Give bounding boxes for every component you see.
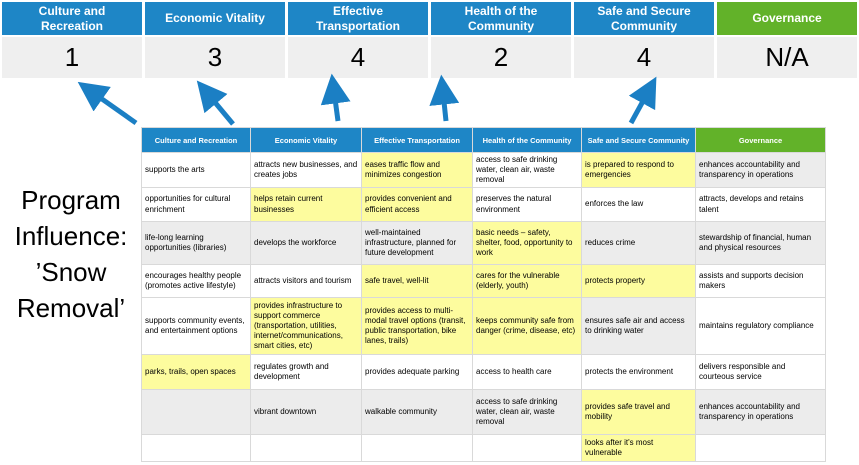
summary-score-economic-vitality: 3 [145,37,285,78]
matrix-cell-r1-c3-eases-traffic-flow-and-minimizes-congest: eases traffic flow and minimizes congestion [362,153,472,187]
matrix-header-health-of-the-community: Health of the Community [473,128,581,152]
matrix-cell-r7-c3-walkable-community: walkable community [362,390,472,434]
matrix-cell-r1-c1-supports-the-arts: supports the arts [142,153,250,187]
matrix-cell-r8-c4-empty [473,435,581,461]
matrix-cell-r7-c6-enhances-accountability-and-transparency: enhances accountability and transparency in operations [696,390,825,434]
matrix-cell-r6-c2-regulates-growth-and-development: regulates growth and development [251,355,361,389]
matrix-cell-r5-c1-supports-community-events-and-entertainm: supports community events, and entertainment options [142,298,250,354]
matrix-cell-r8-c2-empty [251,435,361,461]
matrix-cell-r1-c6-enhances-accountability-and-transparency: enhances accountability and transparency in operations [696,153,825,187]
matrix-cell-r4-c4-cares-for-the-vulnerable-elderly-youth: cares for the vulnerable (elderly, youth) [473,265,581,297]
matrix-cell-r3-c1-life-long-learning-opportunities-librari: life-long learning opportunities (libraries) [142,222,250,264]
summary-score-health-of-the-community: 2 [431,37,571,78]
summary-score-safe-and-secure-community: 4 [574,37,714,78]
matrix-cell-r5-c6-maintains-regulatory-compliance: maintains regulatory compliance [696,298,825,354]
matrix-cell-r1-c2-attracts-new-businesses-and-creates-jobs: attracts new businesses, and creates jobs [251,153,361,187]
matrix-cell-r7-c1-empty [142,390,250,434]
matrix-cell-r3-c3-well-maintained-infrastructure-planned-f: well-maintained infrastructure, planned for future development [362,222,472,264]
matrix-cell-r4-c5-protects-property: protects property [582,265,695,297]
matrix-cell-r2-c4-preserves-the-natural-environment: preserves the natural environment [473,188,581,221]
matrix-cell-r6-c3-provides-adequate-parking: provides adequate parking [362,355,472,389]
matrix-cell-r3-c5-reduces-crime: reduces crime [582,222,695,264]
influence-matrix-table [142,128,825,461]
matrix-cell-r6-c6-delivers-responsible-and-courteous-servi: delivers responsible and courteous service [696,355,825,389]
matrix-cell-r5-c4-keeps-community-safe-from-danger-crime-d: keeps community safe from danger (crime, disease, etc) [473,298,581,354]
matrix-cell-r5-c5-ensures-safe-air-and-access-to-drinking-: ensures safe air and access to drinking water [582,298,695,354]
matrix-cell-r8-c1-empty [142,435,250,461]
matrix-cell-r6-c4-access-to-health-care: access to health care [473,355,581,389]
program-influence-title: Program Influence: ’Snow Removal’ [14,185,128,323]
matrix-cell-r3-c2-develops-the-workforce: develops the workforce [251,222,361,264]
summary-header-health-of-the-community: Health of the Community [431,2,571,35]
matrix-cell-r4-c6-assists-and-supports-decision-makers: assists and supports decision makers [696,265,825,297]
matrix-cell-r2-c5-enforces-the-law: enforces the law [582,188,695,221]
matrix-cell-r6-c5-protects-the-environment: protects the environment [582,355,695,389]
matrix-cell-r8-c5-looks-after-it-s-most-vulnerable: looks after it's most vulnerable [582,435,695,461]
matrix-cell-r7-c2-vibrant-downtown: vibrant downtown [251,390,361,434]
matrix-cell-r8-c3-empty [362,435,472,461]
matrix-header-effective-transportation: Effective Transportation [362,128,472,152]
summary-header-economic-vitality: Economic Vitality [145,2,285,35]
up-arrow-icon-4 [443,92,446,121]
matrix-cell-r6-c1-parks-trails-open-spaces: parks, trails, open spaces [142,355,250,389]
matrix-cell-r4-c2-attracts-visitors-and-tourism: attracts visitors and tourism [251,265,361,297]
up-arrow-icon-5 [631,92,648,123]
summary-table [2,2,857,78]
summary-header-governance: Governance [717,2,857,35]
matrix-cell-r8-c6-empty [696,435,825,461]
summary-score-governance: N/A [717,37,857,78]
summary-score-culture-and-recreation: 1 [2,37,142,78]
up-arrow-icon-1 [92,92,136,123]
matrix-cell-r3-c6-stewardship-of-financial-human-and-physi: stewardship of financial, human and physical resources [696,222,825,264]
matrix-cell-r5-c3-provides-access-to-multi-modal-travel-op: provides access to multi-modal travel options (transit, public transportation, bike lanes, trails) [362,298,472,354]
up-arrow-icon-2 [208,94,233,124]
up-arrow-icon-3 [334,91,338,121]
matrix-header-safe-and-secure-community: Safe and Secure Community [582,128,695,152]
matrix-header-culture-and-recreation: Culture and Recreation [142,128,250,152]
matrix-cell-r1-c5-is-prepared-to-respond-to-emergencies: is prepared to respond to emergencies [582,153,695,187]
matrix-cell-r1-c4-access-to-safe-drinking-water-clean-air-: access to safe drinking water, clean air, waste removal [473,153,581,187]
matrix-cell-r4-c1-encourages-healthy-people-promotes-activ: encourages healthy people (promotes active lifestyle) [142,265,250,297]
matrix-cell-r2-c1-opportunities-for-cultural-enrichment: opportunities for cultural enrichment [142,188,250,221]
matrix-cell-r2-c3-provides-convenient-and-efficient-access: provides convenient and efficient access [362,188,472,221]
matrix-cell-r2-c6-attracts-develops-and-retains-talent: attracts, develops and retains talent [696,188,825,221]
summary-score-row [2,37,857,78]
matrix-cell-r4-c3-safe-travel-well-lit: safe travel, well-lit [362,265,472,297]
matrix-cell-r7-c4-access-to-safe-drinking-water-clean-air-: access to safe drinking water, clean air, waste removal [473,390,581,434]
summary-header-safe-and-secure-community: Safe and Secure Community [574,2,714,35]
matrix-cell-r7-c5-provides-safe-travel-and-mobility: provides safe travel and mobility [582,390,695,434]
summary-score-effective-transportation: 4 [288,37,428,78]
matrix-cell-r5-c2-provides-infrastructure-to-support-comme: provides infrastructure to support commerce (transportation, utilities, internet/communications, smart cities, etc) [251,298,361,354]
matrix-cell-r2-c2-helps-retain-current-businesses: helps retain current businesses [251,188,361,221]
matrix-cell-r3-c4-basic-needs-safety-shelter-food-opportun: basic needs – safety, shelter, food, opportunity to work [473,222,581,264]
summary-header-culture-and-recreation: Culture and Recreation [2,2,142,35]
matrix-header-governance: Governance [696,128,825,152]
summary-header-row [2,2,857,35]
summary-header-effective-transportation: Effective Transportation [288,2,428,35]
matrix-header-economic-vitality: Economic Vitality [251,128,361,152]
